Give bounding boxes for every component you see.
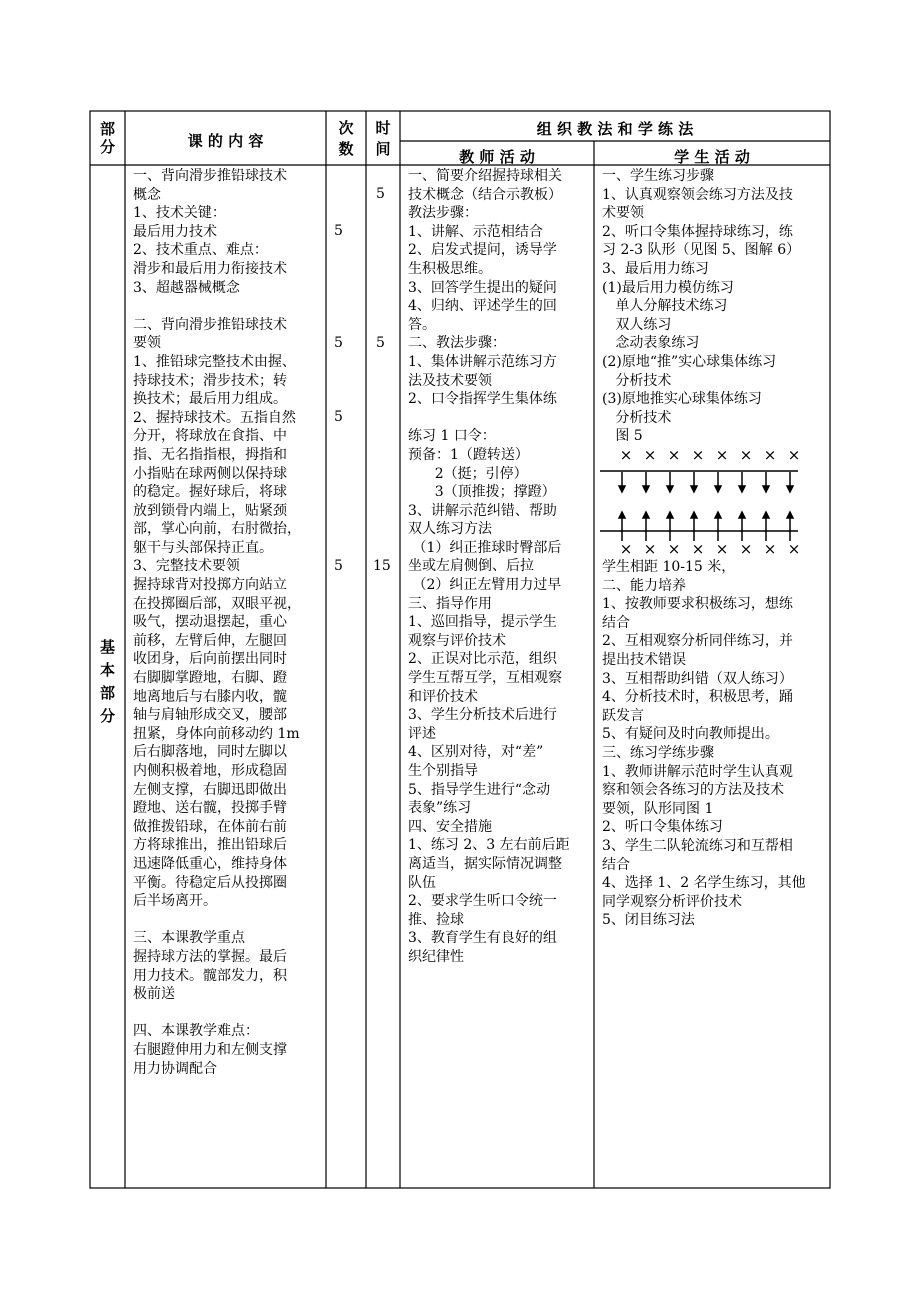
content-line: 方将球推出，推出铅球后 (133, 837, 287, 854)
student-line: 4、选择 1、2 名学生练习，其他 (602, 875, 806, 892)
student-line: 三、练习学练步骤 (602, 744, 714, 761)
teacher-line: 三、指导作用 (408, 595, 492, 612)
student-line: 学生相距 10-15 米， (602, 559, 736, 575)
formation-arrow-down (643, 472, 649, 492)
content-line: 小指贴在球两侧以保持球 (133, 465, 287, 482)
teacher-line: 4、归纳、评述学生的回 (408, 298, 557, 315)
content-line: 用力协调配合 (133, 1060, 217, 1077)
teacher-line: 2、要求学生听口令统一 (408, 893, 557, 910)
formation-student-marker: × (691, 540, 705, 558)
teacher-line: 评述 (408, 725, 436, 742)
formation-arrow-up (763, 512, 769, 541)
count-4: 5 (334, 558, 343, 574)
student-line: 要领，队形同图 1 (602, 800, 714, 817)
count-3: 5 (334, 409, 343, 425)
student-line: 二、能力培养 (602, 577, 686, 594)
student-line: 1、按教师要求积极练习，想练 (602, 596, 793, 613)
student-line: 分析技术 (602, 409, 672, 426)
formation-student-marker: × (667, 446, 681, 464)
teacher-line: 练习 1 口令： (408, 428, 496, 445)
teacher-line: 和评价技术 (408, 688, 478, 705)
header-section: 部 分 (99, 120, 115, 156)
content-line: 极前送 (133, 986, 175, 1003)
content-line: 右脚脚掌蹬地，右脚、蹬 (133, 670, 287, 687)
formation-arrow-up (643, 512, 649, 541)
teacher-line: 生积极思维。 (408, 260, 492, 277)
teacher-line: （1）纠正推球时臀部后 (408, 539, 562, 556)
content-line: 用力技术。髋部发力，积 (133, 967, 287, 984)
content-line: 蹬地、送右髋，投掷手臂 (133, 800, 287, 817)
student-line: 3、互相帮助纠错（双人练习） (602, 670, 793, 687)
formation-arrow-up (715, 512, 721, 541)
content-line: 换技术；最后用力组成。 (133, 391, 287, 408)
time-3: 15 (373, 558, 391, 574)
content-line: 最后用力技术 (133, 223, 217, 240)
formation-arrow-down (715, 472, 721, 492)
teacher-line: 1、讲解、示范相结合 (408, 223, 543, 240)
teacher-line: 答。 (408, 316, 436, 333)
student-line: 4、分析技术时，积极思考，踊 (602, 689, 793, 706)
teacher-line: 2、启发式提问，诱导学 (408, 242, 557, 259)
teacher-line: 双人练习方法 (408, 521, 492, 538)
teacher-line: 1、练习 2、3 左右前后距 (408, 837, 570, 854)
content-line: 四、本课教学难点： (133, 1023, 259, 1040)
teacher-line: 二、教法步骤： (408, 335, 506, 352)
formation-student-marker: × (619, 446, 633, 464)
teacher-activity (408, 167, 570, 967)
content-line (133, 297, 301, 316)
formation-arrow-down (763, 472, 769, 492)
formation-arrow-up (619, 512, 625, 541)
formation-student-marker: × (619, 540, 633, 558)
content-line: 地离地后与右膝内收，髋 (133, 688, 287, 705)
student-line: 5、闭目练习法 (602, 912, 695, 929)
student-line: 结合 (602, 856, 630, 873)
teacher-line: 1、集体讲解示范练习方 (408, 353, 557, 370)
section-label: 基 本 部 分 (99, 638, 115, 725)
count-2: 5 (334, 335, 343, 351)
student-line: 1、认真观察领会练习方法及技 (602, 186, 793, 203)
formation-arrow-up (787, 512, 793, 541)
content-line: 要领 (133, 335, 161, 352)
formation-arrow-down (787, 472, 793, 492)
content-line: 在投掷圈后部，双眼平视， (133, 595, 301, 612)
student-line: 同学观察分析评价技术 (602, 893, 742, 910)
teacher-line: （2）纠正左臂用力过早 (408, 577, 562, 594)
teacher-line: 3、回答学生提出的疑问 (408, 279, 557, 296)
content-line: 轴与肩轴形成交叉，腰部 (133, 707, 287, 724)
student-line: 念动表象练习 (602, 335, 700, 352)
content-line: 做推拨铅球，在体前右前 (133, 818, 287, 835)
content-line: 部，掌心向前，右肘微抬， (133, 521, 301, 538)
teacher-line: 2（挺；引停） (408, 465, 528, 482)
formation-student-marker: × (763, 540, 777, 558)
student-line: 单人分解技术练习 (602, 298, 728, 315)
student-line: 图 5 (602, 428, 643, 445)
teacher-line: 3、学生分析技术后进行 (408, 707, 557, 724)
teacher-line: 队伍 (408, 874, 436, 891)
content-line: 2、握持球技术。五指自然 (133, 409, 296, 426)
content-line: 概念 (133, 186, 161, 203)
teacher-line: 坐或左肩侧倒、后拉 (408, 558, 534, 575)
content-line: 躯干与头部保持正直。 (133, 539, 273, 556)
teacher-line: 学生互帮互学，互相观察 (408, 670, 562, 687)
student-line: 2、听口令集体握持球练习，练 (602, 223, 793, 240)
teacher-line: 1、巡回指导，提示学生 (408, 614, 557, 631)
teacher-line (408, 409, 570, 428)
teacher-line: 生个别指导 (408, 763, 478, 779)
formation-arrow-down (739, 472, 745, 492)
teacher-line: 2、正误对比示范，组织 (408, 651, 557, 668)
student-line: 察和领会各练习的方法及技术 (602, 782, 784, 799)
student-line: 5、有疑问及时向教师提出。 (602, 726, 779, 743)
content-line: 前移，左臂后伸，左腿回 (133, 632, 287, 649)
content-line: 1、技术关键： (133, 205, 226, 222)
student-line: 一、学生练习步骤 (602, 168, 714, 184)
content-line: 后右脚落地，同时左脚以 (133, 744, 287, 761)
header-teacher-activity: 教 师 活 动 (459, 148, 535, 166)
formation-student-marker: × (763, 446, 777, 464)
content-line: 3、超越器械概念 (133, 279, 240, 296)
formation-arrow-down (619, 472, 625, 492)
content-line: 分开，将球放在食指、中 (133, 428, 287, 445)
teacher-line: 教法步骤： (408, 205, 478, 222)
teacher-line: 四、安全措施 (408, 818, 492, 835)
formation-student-marker: × (787, 540, 801, 558)
student-line: 术要领 (602, 205, 644, 222)
student-activity-top (602, 167, 800, 446)
header-organization: 组 织 教 法 和 学 练 法 (536, 120, 694, 138)
student-line: 3、最后用力练习 (602, 260, 709, 277)
student-line: 3、学生二队轮流练习和互帮相 (602, 837, 793, 854)
content-line: 平衡。待稳定后从投掷圈 (133, 874, 287, 891)
student-line: 2、互相观察分析同伴练习，并 (602, 633, 793, 650)
student-line: 跃发言 (602, 707, 644, 724)
header-student-activity: 学 生 活 动 (674, 148, 750, 166)
header-time: 时 间 (375, 119, 391, 158)
formation-student-marker: × (739, 540, 753, 558)
content-line: 吸气，摆动退摆起，重心 (133, 614, 287, 631)
count-1: 5 (334, 223, 343, 239)
teacher-line: 技术概念（结合示教板） (408, 186, 562, 203)
content-line (133, 911, 301, 930)
lesson-content (133, 167, 301, 1078)
content-line: 2、技术重点、难点： (133, 242, 268, 259)
student-line: 双人练习 (602, 316, 672, 333)
content-line: 放到锁骨内端上，贴紧颈 (133, 502, 287, 519)
formation-student-marker: × (643, 540, 657, 558)
student-line: (1)最后用力模仿练习 (602, 279, 734, 296)
student-line: 结合 (602, 614, 630, 631)
teacher-line: 3、讲解示范纠错、帮助 (408, 502, 557, 519)
content-line: 三、本课教学重点 (133, 930, 245, 947)
teacher-line: 2、口令指挥学生集体练 (408, 391, 557, 408)
formation-student-marker: × (715, 540, 729, 558)
student-line: (3)原地推实心球集体练习 (602, 391, 762, 408)
teacher-line: 离适当，据实际情况调整 (408, 855, 562, 872)
header-count: 次 数 (338, 119, 354, 158)
teacher-line: 观察与评价技术 (408, 632, 506, 649)
content-line: 指、无名指指根，拇指和 (133, 446, 287, 463)
student-line: 提出技术错误 (602, 651, 686, 668)
content-line: 握持球方法的掌握。最后 (133, 948, 287, 965)
student-activity-bottom (602, 558, 806, 930)
formation-student-marker: × (787, 446, 801, 464)
formation-arrow-down (691, 472, 697, 492)
student-line: 2、听口令集体练习 (602, 819, 723, 836)
formation-arrow-up (667, 512, 673, 541)
teacher-line: 4、区别对待，对“差” (408, 744, 544, 761)
formation-arrow-down (667, 472, 673, 492)
teacher-line: 法及技术要领 (408, 372, 492, 389)
time-2: 5 (376, 335, 385, 351)
teacher-line: 一、简要介绍握持球相关 (408, 168, 562, 184)
teacher-line: 3（顶推拨；撑蹬） (408, 484, 556, 501)
content-line: 握持球背对投掷方向站立 (133, 577, 287, 594)
content-line: 一、背向滑步推铅球技术 (133, 168, 287, 184)
teacher-line: 推、捡球 (408, 911, 464, 928)
content-line: 的稳定。握好球后，将球 (133, 484, 287, 501)
content-line: 扭紧，身体向前移动约 1m (133, 725, 300, 742)
teacher-line: 织纪律性 (408, 948, 464, 965)
student-line: 1、教师讲解示范时学生认真观 (602, 763, 793, 780)
content-line: 收团身，后向前摆出同时 (133, 651, 287, 668)
teacher-line: 3、教育学生有良好的组 (408, 930, 557, 947)
formation-arrow-up (691, 512, 697, 541)
student-line: 习 2-3 队形（见图 5、图解 6） (602, 242, 801, 259)
content-line: 持球技术；滑步技术；转 (133, 372, 287, 389)
formation-student-marker: × (667, 540, 681, 558)
formation-student-marker: × (691, 446, 705, 464)
content-line: 1、推铅球完整技术由握、 (133, 353, 296, 370)
formation-student-marker: × (715, 446, 729, 464)
formation-student-marker: × (739, 446, 753, 464)
content-line: 滑步和最后用力衔接技术 (133, 260, 287, 277)
student-line: 分析技术 (602, 372, 672, 389)
header-content: 课 的 内 容 (187, 132, 264, 150)
formation-arrow-up (739, 512, 745, 541)
formation-student-marker: × (643, 446, 657, 464)
content-line: 二、背向滑步推铅球技术 (133, 316, 287, 333)
teacher-line: 表象”练习 (408, 800, 472, 817)
student-line: (2)原地“推”实心球集体练习 (602, 353, 777, 370)
time-1: 5 (376, 186, 385, 202)
teacher-line: 5、指导学生进行“念动 (408, 781, 551, 798)
content-line: 右腿蹬伸用力和左侧支撑 (133, 1041, 287, 1058)
content-line: 迅速降低重心，维持身体 (133, 855, 287, 872)
content-line: 内侧积极着地，形成稳固 (133, 763, 287, 779)
content-line: 左侧支撑，右脚迅即做出 (133, 781, 287, 798)
content-line: 3、完整技术要领 (133, 558, 240, 575)
content-line: 后半场离开。 (133, 893, 217, 910)
content-line (133, 1004, 301, 1023)
formation-diagram (600, 444, 810, 560)
teacher-line: 预备：1（蹬转送） (408, 446, 529, 463)
